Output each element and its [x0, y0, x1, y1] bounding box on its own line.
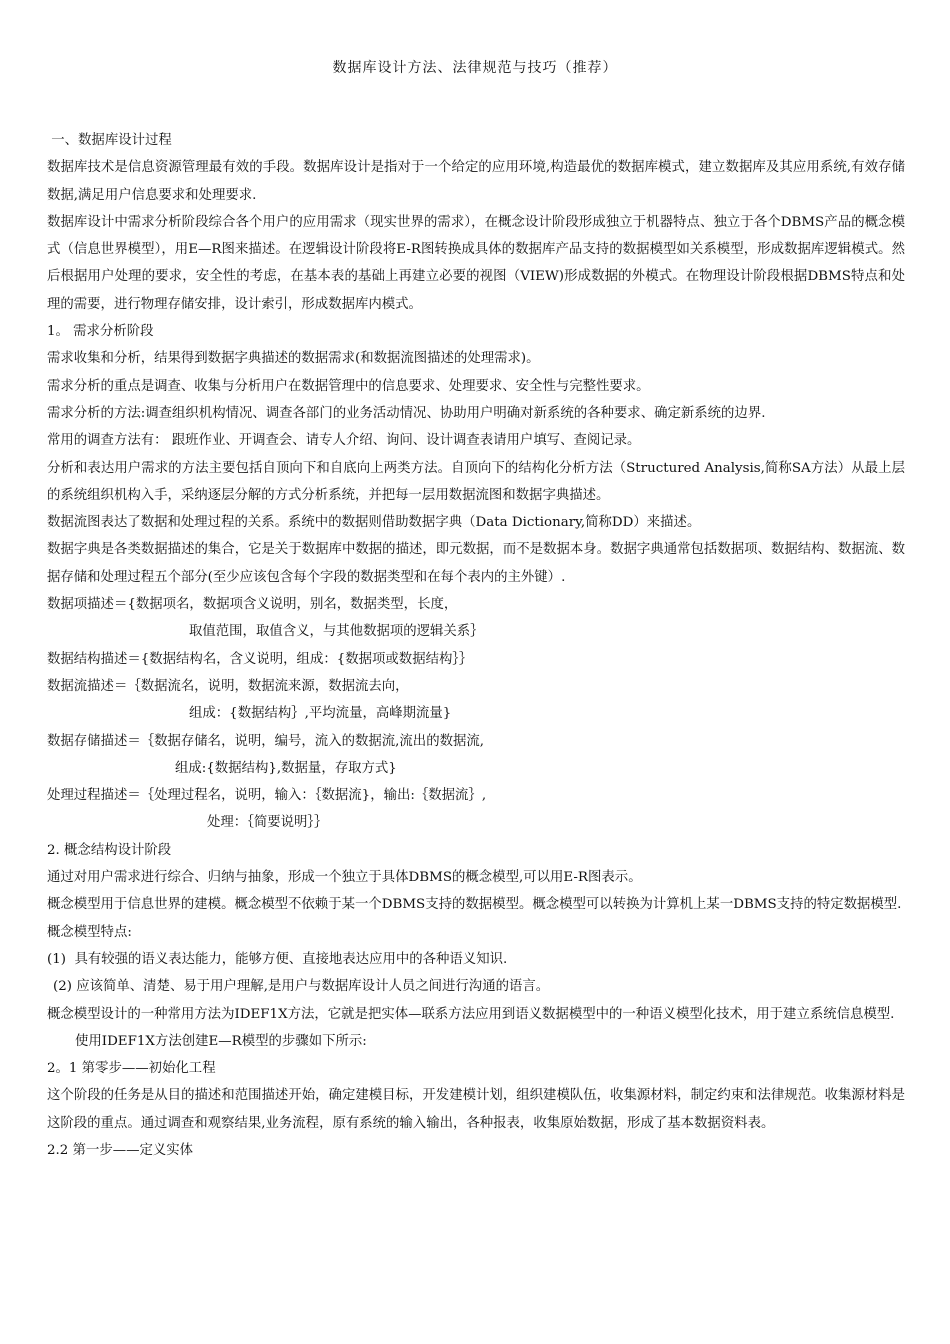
- definition-line: 数据存储描述＝｛数据存储名，说明，编号，流入的数据流,流出的数据流,: [47, 733, 485, 749]
- paragraph: 需求分析的方法:调查组织机构情况、调查各部门的业务活动情况、协助用户明确对新系统的各种要求、确定新系统的边界.: [47, 405, 766, 421]
- definition-continuation: 组成：{数据结构｝,平均流量，高峰期流量}: [189, 706, 452, 722]
- definition-line: 数据结构描述＝{数据结构名，含义说明，组成：{数据项或数据结构｝｝: [47, 651, 473, 667]
- paragraph: 数据字典是各类数据描述的集合，它是关于数据库中数据的描述，即元数据，而不是数据本身。数据字典通常包括数据项、数据结构、数据流、数据存储和处理过程五个部分(至少应该包含每个字段的数据类型和在每个表内的主外键）.: [47, 542, 905, 585]
- list-item: (2) 应该简单、清楚、易于用户理解,是用户与数据库设计人员之间进行沟通的语言。: [53, 979, 550, 995]
- definition-continuation: 取值范围，取值含义，与其他数据项的逻辑关系｝: [189, 624, 484, 640]
- subsection-heading: 2.2 第一步——定义实体: [47, 1142, 194, 1158]
- paragraph: 概念模型特点:: [47, 924, 132, 940]
- definition-line: 处理过程描述＝｛处理过程名，说明，输入：｛数据流}，输出:｛数据流｝,: [47, 788, 487, 804]
- subsection-heading: 2。1 第零步——初始化工程: [47, 1061, 216, 1077]
- paragraph: 数据库技术是信息资源管理最有效的手段。数据库设计是指对于一个给定的应用环境,构造最优的数据库模式，建立数据库及其应用系统,有效存储数据,满足用户信息要求和处理要求.: [47, 160, 905, 203]
- document-title: 数据库设计方法、法律规范与技巧（推荐）: [332, 60, 618, 76]
- paragraph: 概念模型用于信息世界的建模。概念模型不依赖于某一个DBMS支持的数据模型。概念模型可以转换为计算机上某一DBMS支持的特定数据模型.: [47, 897, 902, 913]
- paragraph: 需求分析的重点是调查、收集与分析用户在数据管理中的信息要求、处理要求、安全性与完整性要求。: [47, 378, 650, 394]
- definition-line: 数据项描述＝{数据项名，数据项含义说明，别名，数据类型，长度，: [47, 597, 458, 613]
- subsection-heading: 1。 需求分析阶段: [47, 324, 154, 340]
- paragraph: 分析和表达用户需求的方法主要包括自顶向下和自底向上两类方法。自顶向下的结构化分析方法（Structured Analysis,简称SA方法）从最上层的系统组织机构入手，采纳逐层分解的方式分析系统，并把每一层用数据流图和数据字典描述。: [47, 460, 905, 503]
- paragraph: 需求收集和分析，结果得到数据字典描述的数据需求(和数据流图描述的处理需求)。: [47, 351, 540, 367]
- paragraph: 常用的调查方法有： 跟班作业、开调查会、请专人介绍、询问、设计调查表请用户填写、查阅记录。: [47, 433, 641, 449]
- paragraph: 使用IDEF1X方法创建E—R模型的步骤如下所示:: [75, 1033, 367, 1049]
- paragraph: 数据流图表达了数据和处理过程的关系。系统中的数据则借助数据字典（Data Dictionary,简称DD）来描述。: [47, 515, 701, 531]
- paragraph: 概念模型设计的一种常用方法为IDEF1X方法，它就是把实体—联系方法应用到语义数据模型中的一种语义模型化技术，用于建立系统信息模型.: [47, 1006, 895, 1022]
- definition-continuation: 组成:{数据结构},数据量，存取方式}: [175, 760, 397, 776]
- section-heading: 一、数据库设计过程: [47, 133, 172, 148]
- subsection-heading: 2. 概念结构设计阶段: [47, 842, 172, 858]
- document-body: [47, 127, 905, 1164]
- definition-continuation: 处理：｛简要说明｝｝: [207, 815, 328, 831]
- paragraph: 这个阶段的任务是从目的描述和范围描述开始，确定建模目标，开发建模计划，组织建模队伍，收集源材料，制定约束和法律规范。收集源材料是这阶段的重点。通过调查和观察结果,业务流程，原有系统的输入输出，各种报表，收集原始数据，形成了基本数据资料表。: [47, 1088, 905, 1131]
- list-item: (1) 具有较强的语义表达能力，能够方便、直接地表达应用中的各种语义知识.: [47, 951, 508, 967]
- definition-line: 数据流描述＝｛数据流名，说明，数据流来源，数据流去向，: [47, 678, 409, 694]
- paragraph: 数据库设计中需求分析阶段综合各个用户的应用需求（现实世界的需求），在概念设计阶段形成独立于机器特点、独立于各个DBMS产品的概念模式（信息世界模型），用E—R图来描述。在逻辑设计阶段将E-R图转换成具体的数据库产品支持的数据模型如关系模型，形成数据库逻辑模式。然后根据用户处理的要求，安全性的考虑，在基本表的基础上再建立必要的视图（VIEW)形成数据的外模式。在物理设计阶段根据DBMS特点和处理的需要，进行物理存储安排，设计索引，形成数据库内模式。: [47, 214, 905, 312]
- paragraph: 通过对用户需求进行综合、归纳与抽象，形成一个独立于具体DBMS的概念模型,可以用E-R图表示。: [47, 870, 642, 886]
